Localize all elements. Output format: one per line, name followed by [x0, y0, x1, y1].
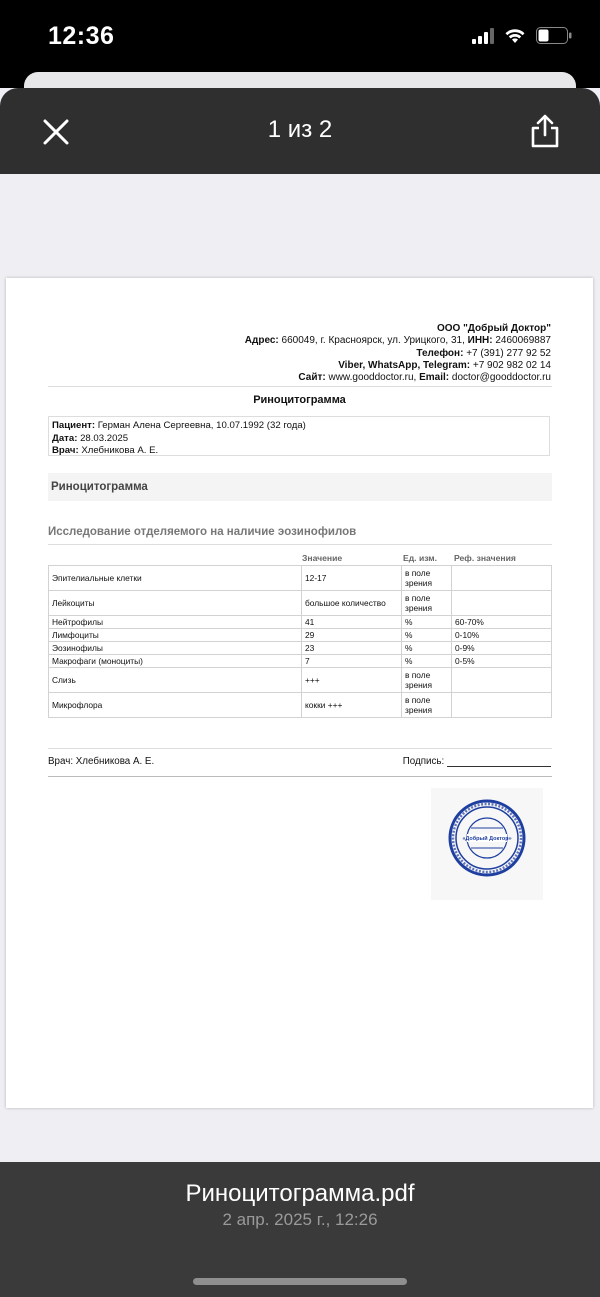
table-row	[49, 655, 552, 668]
row-unit: в поле зрения	[402, 591, 452, 616]
clinic-name: ООО "Добрый Доктор"	[436, 323, 551, 334]
messengers-value: +7 902 982 02 14	[472, 359, 551, 371]
table-row	[49, 629, 552, 642]
row-name: Слизь	[49, 668, 302, 693]
signature-field	[403, 756, 551, 767]
patient-info-box	[48, 416, 550, 456]
patient-label: Пациент:	[52, 420, 96, 431]
inn-value: 2460069887	[495, 335, 551, 347]
row-unit: %	[402, 642, 452, 655]
signature-line	[447, 756, 551, 767]
file-name: Риноцитограмма.pdf	[185, 1180, 415, 1207]
row-ref	[452, 668, 552, 693]
row-ref: 0-10%	[452, 629, 552, 642]
phone-label: Телефон:	[416, 347, 464, 359]
site-value: www.gooddoctor.ru,	[328, 372, 417, 384]
site-label: Сайт:	[298, 372, 326, 384]
email-label: Email:	[419, 372, 450, 384]
wifi-icon	[504, 28, 526, 44]
column-header-ref: Реф. значения	[454, 553, 516, 563]
battery-icon	[536, 27, 572, 44]
row-name: Макрофаги (моноциты)	[49, 655, 302, 668]
divider	[48, 776, 552, 777]
table-row	[49, 616, 552, 629]
signature-label: Подпись:	[402, 756, 445, 767]
row-ref: 0-5%	[452, 655, 552, 668]
row-value: 29	[302, 629, 402, 642]
file-date: 2 апр. 2025 г., 12:26	[222, 1210, 378, 1229]
row-value: 23	[302, 642, 402, 655]
table-row	[49, 693, 552, 718]
row-ref: 0-9%	[452, 642, 552, 655]
address-label: Адрес:	[244, 335, 279, 347]
doctor-value: Хлебникова А. Е.	[81, 445, 159, 456]
row-unit: в поле зрения	[402, 668, 452, 693]
row-value: большое количество	[302, 591, 402, 616]
inn-label: ИНН:	[467, 335, 493, 347]
address-value: 660049, г. Красноярск, ул. Урицкого, 31,	[281, 335, 465, 347]
table-row	[49, 642, 552, 655]
pdf-page	[6, 278, 593, 1108]
row-name: Эпителиальные клетки	[49, 566, 302, 591]
column-header-unit: Ед. изм.	[403, 553, 438, 563]
row-name: Эозинофилы	[49, 642, 302, 655]
row-name: Микрофлора	[49, 693, 302, 718]
share-icon[interactable]	[530, 114, 560, 148]
doctor-label: Врач:	[52, 445, 79, 456]
clinic-header	[245, 323, 551, 384]
table-row	[49, 591, 552, 616]
row-ref: 60-70%	[452, 616, 552, 629]
divider	[48, 748, 552, 749]
viewer-toolbar	[0, 88, 600, 174]
page-counter: 1 из 2	[267, 116, 333, 143]
clinic-stamp	[431, 788, 543, 900]
phone-value: +7 (391) 277 92 52	[466, 347, 551, 359]
row-value: +++	[302, 668, 402, 693]
status-time: 12:36	[48, 22, 115, 50]
file-info-bar	[0, 1162, 600, 1297]
document-title: Риноцитограмма	[253, 394, 346, 406]
row-value: 7	[302, 655, 402, 668]
status-icons	[472, 27, 572, 44]
document-viewer[interactable]	[0, 174, 600, 1162]
row-value: кокки +++	[302, 693, 402, 718]
divider	[48, 386, 552, 387]
row-name: Лимфоциты	[49, 629, 302, 642]
subsection-title: Исследование отделяемого на наличие эозинофилов	[48, 526, 357, 538]
patient-value: Герман Алена Сергеевна, 10.07.1992 (32 года)	[97, 420, 306, 431]
table-row	[49, 668, 552, 693]
footer-doctor: Врач: Хлебникова А. Е.	[48, 756, 155, 767]
stamp-text: «Добрый Доктор»	[462, 836, 512, 842]
row-name: Лейкоциты	[49, 591, 302, 616]
row-ref	[452, 566, 552, 591]
row-unit: %	[402, 629, 452, 642]
results-table	[48, 565, 552, 718]
row-name: Нейтрофилы	[49, 616, 302, 629]
email-value: doctor@gooddoctor.ru	[451, 372, 551, 384]
row-ref	[452, 591, 552, 616]
column-header-value: Значение	[302, 553, 343, 563]
row-value: 12-17	[302, 566, 402, 591]
row-unit: в поле зрения	[402, 566, 452, 591]
messengers-label: Viber, WhatsApp, Telegram:	[338, 359, 471, 371]
date-label: Дата:	[52, 432, 78, 444]
row-unit: в поле зрения	[402, 693, 452, 718]
date-value: 28.03.2025	[80, 432, 129, 444]
row-value: 41	[302, 616, 402, 629]
row-unit: %	[402, 655, 452, 668]
cellular-signal-icon	[472, 28, 494, 44]
table-row	[49, 566, 552, 591]
row-unit: %	[402, 616, 452, 629]
home-indicator[interactable]	[193, 1278, 407, 1285]
row-ref	[452, 693, 552, 718]
section-title: Риноцитограмма	[48, 473, 552, 501]
divider	[48, 544, 552, 545]
